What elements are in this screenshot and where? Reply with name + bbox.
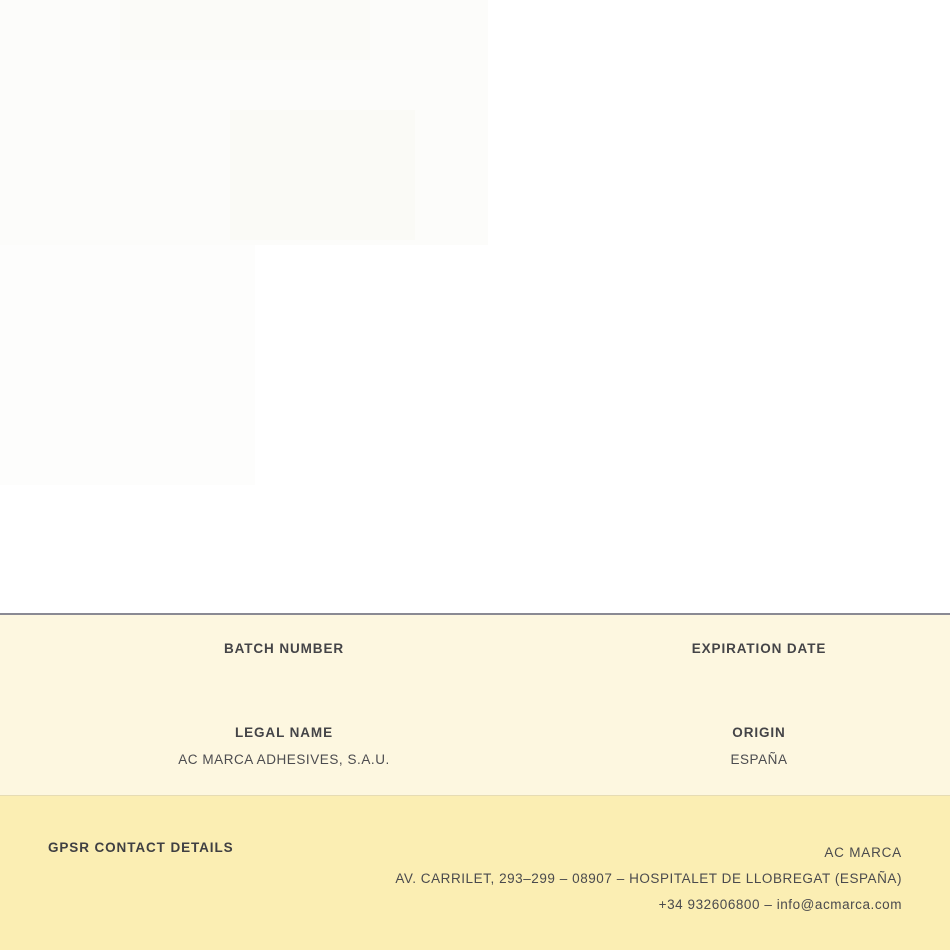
field-expiration-date [568, 641, 950, 682]
field-legal-name [0, 725, 568, 768]
gpsr-company-name: AC MARCA [824, 845, 902, 860]
gpsr-contact-line: +34 932606800 – info@acmarca.com [658, 897, 902, 912]
expiration-date-label: EXPIRATION DATE [691, 641, 827, 656]
batch-number-label: BATCH NUMBER [223, 641, 345, 656]
gpsr-footer [0, 796, 950, 950]
image-placeholder-block [0, 245, 255, 485]
field-batch-number [0, 641, 568, 682]
gpsr-contact-block [395, 840, 902, 918]
product-info-panel [0, 615, 950, 796]
legal-name-value: AC MARCA ADHESIVES, S.A.U. [178, 752, 390, 768]
info-row-batch-expiration [0, 641, 950, 682]
legal-name-label: LEGAL NAME [234, 725, 333, 740]
gpsr-address-line: AV. CARRILET, 293–299 – 08907 – HOSPITALET DE LLOBREGAT (ESPAÑA) [395, 871, 902, 886]
expiration-date-value [568, 668, 950, 682]
image-placeholder-block [230, 110, 415, 240]
info-row-legal-origin [0, 725, 950, 768]
field-origin [568, 725, 950, 768]
batch-number-value [0, 668, 568, 682]
origin-value: ESPAÑA [730, 752, 788, 768]
gpsr-footer-content [0, 840, 950, 918]
origin-label: ORIGIN [732, 725, 786, 740]
image-placeholder-block [120, 0, 370, 60]
gpsr-contact-details-label: GPSR CONTACT DETAILS [48, 840, 234, 855]
